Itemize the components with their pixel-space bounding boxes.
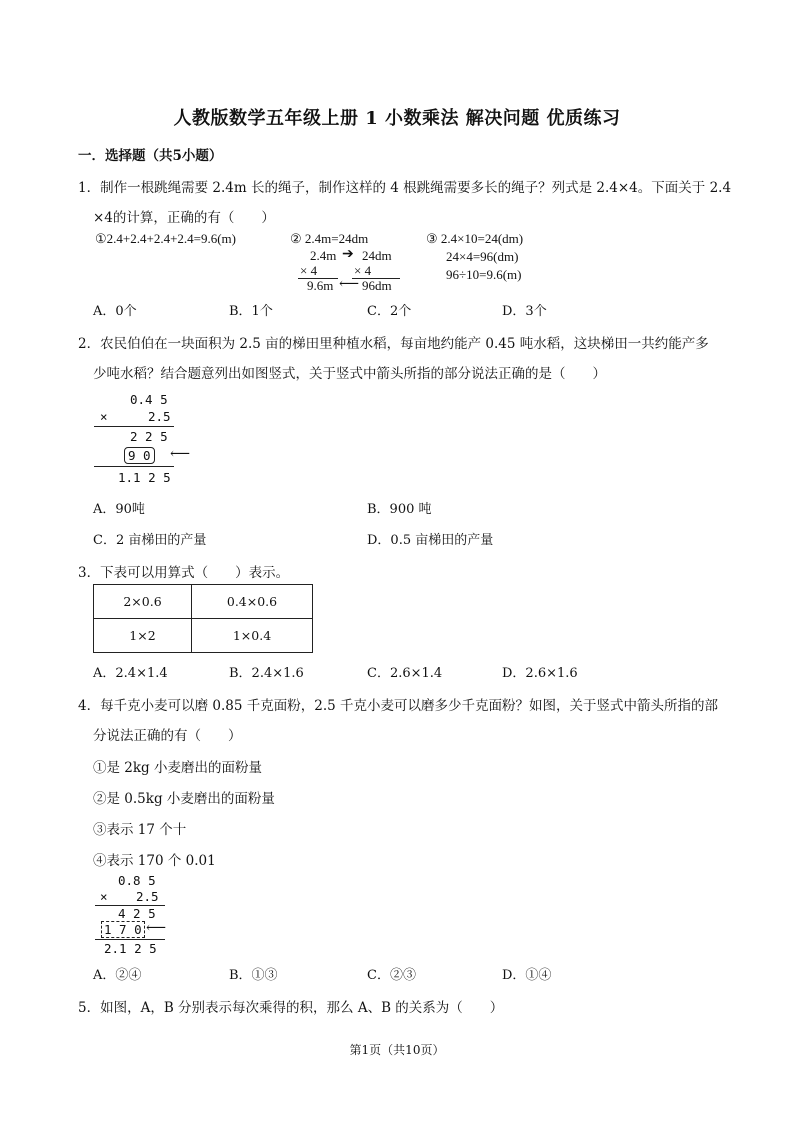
q2-stem-line2: 少吨水稻？结合题意列出如图竖式，关于竖式中箭头所指的部分说法正确的是（ ） (93, 366, 606, 382)
q2-stem-line1: 2．农民伯伯在一块面积为 2.5 亩的梯田里种植水稻，每亩地约能产 0.45 吨水稻，这块梯田一共约能产多 (78, 336, 709, 352)
q3-option-d: D．2.6×1.6 (502, 666, 578, 681)
calc-line (95, 939, 165, 940)
q3-option-a: A．2.4×1.4 (93, 666, 168, 681)
table-cell: 1×2 (94, 619, 192, 653)
q4-calc-row5: 2.1 2 5 (104, 941, 157, 956)
q1-method-2-mult-left: × 4 (300, 263, 318, 278)
q1-method-2-mult-right: × 4 (354, 263, 372, 278)
q3-option-b: B．2.4×1.6 (229, 666, 304, 681)
q4-calc-row4-dashed: 1 7 0 (101, 921, 145, 938)
q2-option-d: D．0.5 亩梯田的产量 (367, 533, 494, 548)
q2-calc-row2: 2.5 (148, 409, 171, 424)
q1-option-a: A．0个 (93, 304, 137, 319)
q1-method-2-result-left: 9.6m (307, 278, 334, 293)
left-arrow-icon: ⟵ (339, 276, 360, 292)
q2-calc-row1: 0.4 5 (130, 392, 168, 407)
q2-calc-row5: 1.1 2 5 (118, 470, 171, 485)
q3-table (93, 584, 313, 653)
q2-option-b: B．900 吨 (367, 502, 432, 517)
table-row (94, 619, 313, 653)
q2-calc-row4-boxed: 9 0 (124, 447, 155, 464)
right-arrow-icon: ➔ (342, 246, 354, 262)
table-cell: 2×0.6 (94, 585, 192, 619)
q1-stem-line1: 1．制作一根跳绳需要 2.4m 长的绳子，制作这样的 4 根跳绳需要多长的绳子？列式是 2.4×4。下面关于 2.4 (78, 180, 732, 196)
q1-option-d: D．3个 (502, 304, 547, 319)
q2-calc-times: × (100, 409, 108, 424)
q4-option-a: A．②④ (93, 968, 142, 983)
q2-calc-row3: 2 2 5 (130, 429, 168, 444)
q1-method-2-left: 2.4m (310, 248, 337, 263)
q1-method-2-right: 24dm (362, 248, 392, 263)
q4-option-b: B．①③ (229, 968, 278, 983)
q4-statement-2: ②是 0.5kg 小麦磨出的面粉量 (93, 791, 275, 807)
q4-option-d: D．①④ (502, 968, 552, 983)
q3-option-c: C．2.6×1.4 (367, 666, 443, 681)
q1-method-3-line3: 96÷10=9.6(m) (446, 267, 522, 282)
q1-method-3-line1: ③ 2.4×10=24(dm) (426, 231, 524, 246)
page-title: 人教版数学五年级上册 1 小数乘法 解决问题 优质练习 (173, 108, 621, 129)
q4-calc-row3: 4 2 5 (118, 906, 156, 921)
q4-statement-4: ④表示 170 个 0.01 (93, 853, 216, 869)
left-arrow-icon: ⟵ (170, 446, 191, 462)
q4-option-c: C．②③ (367, 968, 416, 983)
q1-method-2-line1: ② 2.4m=24dm (290, 231, 369, 246)
left-arrow-icon: ⟵ (146, 920, 167, 936)
table-cell: 0.4×0.6 (192, 585, 313, 619)
q5-stem: 5．如图，A，B 分别表示每次乘得的积，那么 A、B 的关系为（ ） (78, 1000, 504, 1016)
calc-line (94, 466, 174, 467)
q1-option-b: B．1个 (229, 304, 273, 319)
q4-stem-line2: 分说法正确的有（ ） (93, 728, 242, 744)
q2-option-a: A．90吨 (93, 502, 145, 517)
section-heading: 一．选择题（共5小题） (78, 148, 223, 164)
page-footer: 第1页（共10页） (349, 1043, 445, 1057)
calc-line (94, 426, 174, 427)
table-cell: 1×0.4 (192, 619, 313, 653)
table-row (94, 585, 313, 619)
q1-option-c: C．2个 (367, 304, 412, 319)
q4-statement-1: ①是 2kg 小麦磨出的面粉量 (93, 760, 262, 776)
q1-method-2-result-right: 96dm (362, 278, 392, 293)
q2-option-c: C．2 亩梯田的产量 (93, 533, 207, 548)
q4-calc-row1: 0.8 5 (118, 873, 156, 888)
q4-statement-3: ③表示 17 个十 (93, 822, 187, 838)
q4-calc-row2: 2.5 (136, 889, 159, 904)
q1-method-1: ①2.4+2.4+2.4+2.4=9.6(m) (95, 231, 237, 246)
q4-calc-times: × (100, 889, 108, 904)
q3-stem: 3．下表可以用算式（ ）表示。 (78, 565, 290, 581)
q1-method-3-line2: 24×4=96(dm) (446, 249, 519, 264)
q1-stem-line2: ×4的计算，正确的有（ ） (93, 210, 275, 226)
q4-stem-line1: 4．每千克小麦可以磨 0.85 千克面粉，2.5 千克小麦可以磨多少千克面粉？如图，关于竖式中箭头所指的部 (78, 698, 718, 714)
